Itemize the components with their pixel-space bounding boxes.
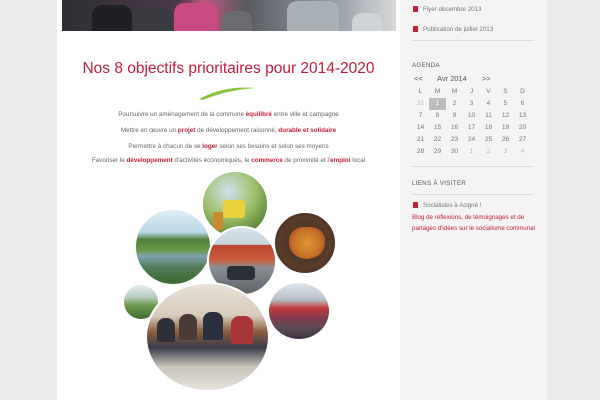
calendar-day[interactable]: 31	[416, 100, 425, 107]
file-link-flyer[interactable]: Flyer décembre 2013	[413, 6, 481, 13]
photo-meeting	[145, 282, 270, 392]
calendar-day[interactable]: 18	[484, 124, 493, 131]
page-title: Nos 8 objectifs prioritaires pour 2014-2020	[82, 60, 375, 77]
calendar-next-button[interactable]: >>	[482, 74, 491, 83]
photo-heart-cakes	[273, 211, 337, 275]
calendar-day[interactable]: 30	[450, 148, 459, 155]
calendar-day[interactable]: 3	[469, 100, 474, 107]
divider	[412, 194, 534, 195]
pdf-file-icon	[413, 6, 418, 12]
calendar-day[interactable]: 2	[486, 148, 491, 155]
calendar-day[interactable]: 3	[503, 148, 508, 155]
objective-1: Poursuivre un aménagement de la commune équilibré entre ville et campagne	[118, 111, 339, 118]
calendar-day[interactable]: 23	[450, 136, 459, 143]
calendar-day[interactable]: 15	[433, 124, 442, 131]
calendar-day[interactable]: 5	[503, 100, 508, 107]
calendar-day[interactable]: 13	[518, 112, 527, 119]
page	[57, 0, 547, 400]
agenda-heading: AGENDA	[412, 62, 440, 69]
calendar-week	[412, 98, 547, 110]
header-banner-photo	[62, 0, 396, 31]
objective-2: Mettre en œuvre un projet de développement raisonné, durable et solidaire	[120, 127, 337, 134]
calendar-week	[412, 146, 547, 158]
calendar-month-label: Avr 2014	[437, 74, 467, 83]
main-content	[57, 0, 400, 400]
sidebar	[400, 0, 547, 400]
link-socialistes-acigne[interactable]: Socialistes à Acigné !	[413, 202, 481, 209]
photo-market-crowd	[267, 281, 331, 341]
calendar-day[interactable]: 10	[467, 112, 476, 119]
calendar-week	[412, 134, 547, 146]
photo-pond	[134, 208, 212, 286]
objective-3: Permettre à chacun de se loger selon ses besoins et selon ses moyens	[128, 143, 329, 150]
divider	[412, 40, 534, 41]
calendar-weekdays: L M M J V S D	[418, 88, 525, 95]
calendar-day[interactable]: 8	[435, 112, 440, 119]
green-swoosh-decoration	[197, 84, 257, 102]
pdf-file-icon	[413, 26, 418, 32]
calendar-day[interactable]: 19	[501, 124, 510, 131]
calendar-day[interactable]: 28	[416, 148, 425, 155]
calendar-day[interactable]: 29	[433, 148, 442, 155]
calendar-week	[412, 122, 547, 134]
calendar-day[interactable]: 17	[467, 124, 476, 131]
calendar-day[interactable]: 22	[433, 136, 442, 143]
calendar-day[interactable]: 6	[520, 100, 525, 107]
calendar-day[interactable]: 2	[452, 100, 457, 107]
calendar-grid	[412, 86, 547, 158]
divider	[412, 166, 534, 167]
bullet-icon	[413, 202, 418, 208]
calendar-day[interactable]: 16	[450, 124, 459, 131]
file-link-publication[interactable]: Publication de juillet 2013	[413, 26, 493, 33]
calendar-week	[412, 110, 547, 122]
calendar-day[interactable]: 9	[452, 112, 457, 119]
calendar-day[interactable]: 26	[501, 136, 510, 143]
calendar-day-today[interactable]: 1	[429, 98, 446, 110]
links-heading: LIENS À VISITER	[412, 180, 467, 187]
objective-4: Favoriser le développement d'activités économiques, le commerce de proximité et l'emploi local	[91, 157, 366, 164]
calendar-day[interactable]: 14	[416, 124, 425, 131]
calendar-day[interactable]: 27	[518, 136, 527, 143]
calendar-day[interactable]: 1	[469, 148, 474, 155]
calendar-day[interactable]: 4	[520, 148, 525, 155]
link-description: Blog de réflexions, de témoignages et de partages d'idées sur le socialisme communal	[412, 214, 535, 232]
calendar-day[interactable]: 20	[518, 124, 527, 131]
calendar-day[interactable]: 12	[501, 112, 510, 119]
calendar-day[interactable]: 25	[484, 136, 493, 143]
calendar-day[interactable]: 21	[416, 136, 425, 143]
calendar-day[interactable]: 7	[418, 112, 423, 119]
calendar-day[interactable]: 4	[486, 100, 491, 107]
calendar-day[interactable]: 11	[485, 112, 492, 119]
calendar-prev-button[interactable]: <<	[414, 74, 423, 83]
calendar-day[interactable]: 24	[467, 136, 476, 143]
